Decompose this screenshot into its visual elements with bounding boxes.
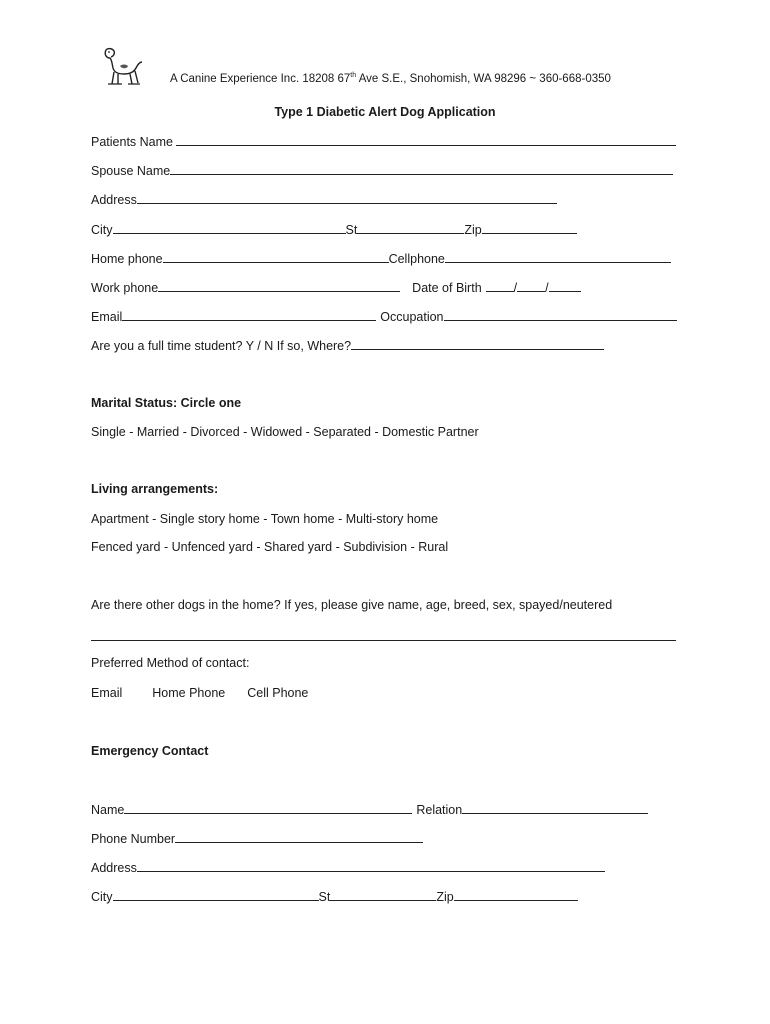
emergency-city-field[interactable]: [113, 889, 319, 901]
cellphone-label: Cellphone: [388, 252, 445, 266]
emergency-city-row: [91, 889, 578, 904]
student-where-field[interactable]: [351, 338, 604, 350]
city-field[interactable]: [113, 222, 346, 234]
emergency-zip-label: Zip: [436, 890, 454, 904]
emergency-relation-label: Relation: [416, 803, 463, 817]
emergency-phone-field[interactable]: [175, 831, 423, 843]
email-label: Email: [91, 310, 123, 324]
student-question: Are you a full time student? Y / N If so, Where?: [91, 339, 352, 353]
emergency-address-field[interactable]: [137, 860, 605, 872]
living-options-home[interactable]: Apartment - Single story home - Town home - Multi-story home: [91, 512, 439, 526]
emergency-phone-label: Phone Number: [91, 832, 176, 846]
living-heading: Living arrangements:: [91, 482, 219, 496]
patients-name-row: [91, 134, 676, 149]
patients-name-field[interactable]: [176, 134, 676, 146]
city-state-zip-row: [91, 222, 577, 237]
emergency-relation-field[interactable]: [462, 802, 648, 814]
work-phone-dob-row: Work phone Date of Birth / /: [91, 280, 581, 295]
contact-email-option[interactable]: Email: [91, 686, 123, 700]
email-occupation-row: [91, 309, 677, 324]
occupation-field[interactable]: [444, 309, 677, 321]
page-title: Type 1 Diabetic Alert Dog Application: [274, 105, 496, 119]
emergency-phone-row: [91, 831, 423, 846]
contact-method-options: [91, 686, 308, 700]
home-phone-label: Home phone: [91, 252, 163, 266]
other-dogs-question: Are there other dogs in the home? If yes, please give name, age, breed, sex, spayed/neutered: [91, 598, 613, 612]
date-of-birth-label: Date of Birth: [412, 281, 482, 295]
emergency-name-field[interactable]: [124, 802, 412, 814]
home-phone-field[interactable]: [163, 251, 389, 263]
phone-row: [91, 251, 671, 266]
city-label: City: [91, 223, 113, 237]
email-field[interactable]: [122, 309, 376, 321]
marital-heading: Marital Status: Circle one: [91, 396, 242, 410]
spouse-name-label: Spouse Name: [91, 164, 171, 178]
zip-label: Zip: [464, 223, 482, 237]
emergency-address-row: [91, 860, 605, 875]
zip-field[interactable]: [482, 222, 577, 234]
address-field[interactable]: [137, 192, 557, 204]
patients-name-label: Patients Name: [91, 135, 173, 149]
contact-method-heading: Preferred Method of contact:: [91, 656, 250, 670]
contact-cell-phone-option[interactable]: Cell Phone: [247, 686, 309, 700]
dob-day-field[interactable]: [517, 280, 545, 292]
living-options-yard[interactable]: Fenced yard - Unfenced yard - Shared yard - Subdivision - Rural: [91, 540, 449, 554]
emergency-address-label: Address: [91, 861, 137, 875]
state-field[interactable]: [357, 222, 464, 234]
company-address-part1: A Canine Experience Inc. 18208 67: [170, 73, 351, 85]
emergency-zip-field[interactable]: [454, 889, 578, 901]
emergency-city-label: City: [91, 890, 113, 904]
dob-month-field[interactable]: [486, 280, 514, 292]
emergency-heading: Emergency Contact: [91, 744, 209, 758]
occupation-label: Occupation: [380, 310, 444, 324]
emergency-name-row: [91, 802, 648, 817]
other-dogs-field[interactable]: [91, 640, 676, 641]
contact-home-phone-option[interactable]: Home Phone: [152, 686, 226, 700]
work-phone-label: Work phone: [91, 281, 159, 295]
spouse-name-field[interactable]: [170, 163, 673, 175]
spouse-name-row: [91, 163, 673, 178]
work-phone-field[interactable]: [158, 280, 400, 292]
emergency-name-label: Name: [91, 803, 125, 817]
emergency-state-label: St: [318, 890, 331, 904]
marital-options[interactable]: Single - Married - Divorced - Widowed - Separated - Domestic Partner: [91, 425, 479, 439]
company-address-part2: Ave S.E., Snohomish, WA 98296 ~ 360-668-0350: [356, 73, 611, 85]
dob-year-field[interactable]: [549, 280, 581, 292]
address-label: Address: [91, 193, 137, 207]
ordinal-suffix: th: [350, 72, 357, 80]
dog-logo-icon: [100, 44, 146, 88]
state-label: St: [345, 223, 358, 237]
emergency-state-field[interactable]: [330, 889, 436, 901]
cellphone-field[interactable]: [445, 251, 671, 263]
company-header: [170, 73, 611, 85]
address-row: [91, 192, 557, 207]
student-row: [91, 338, 604, 353]
